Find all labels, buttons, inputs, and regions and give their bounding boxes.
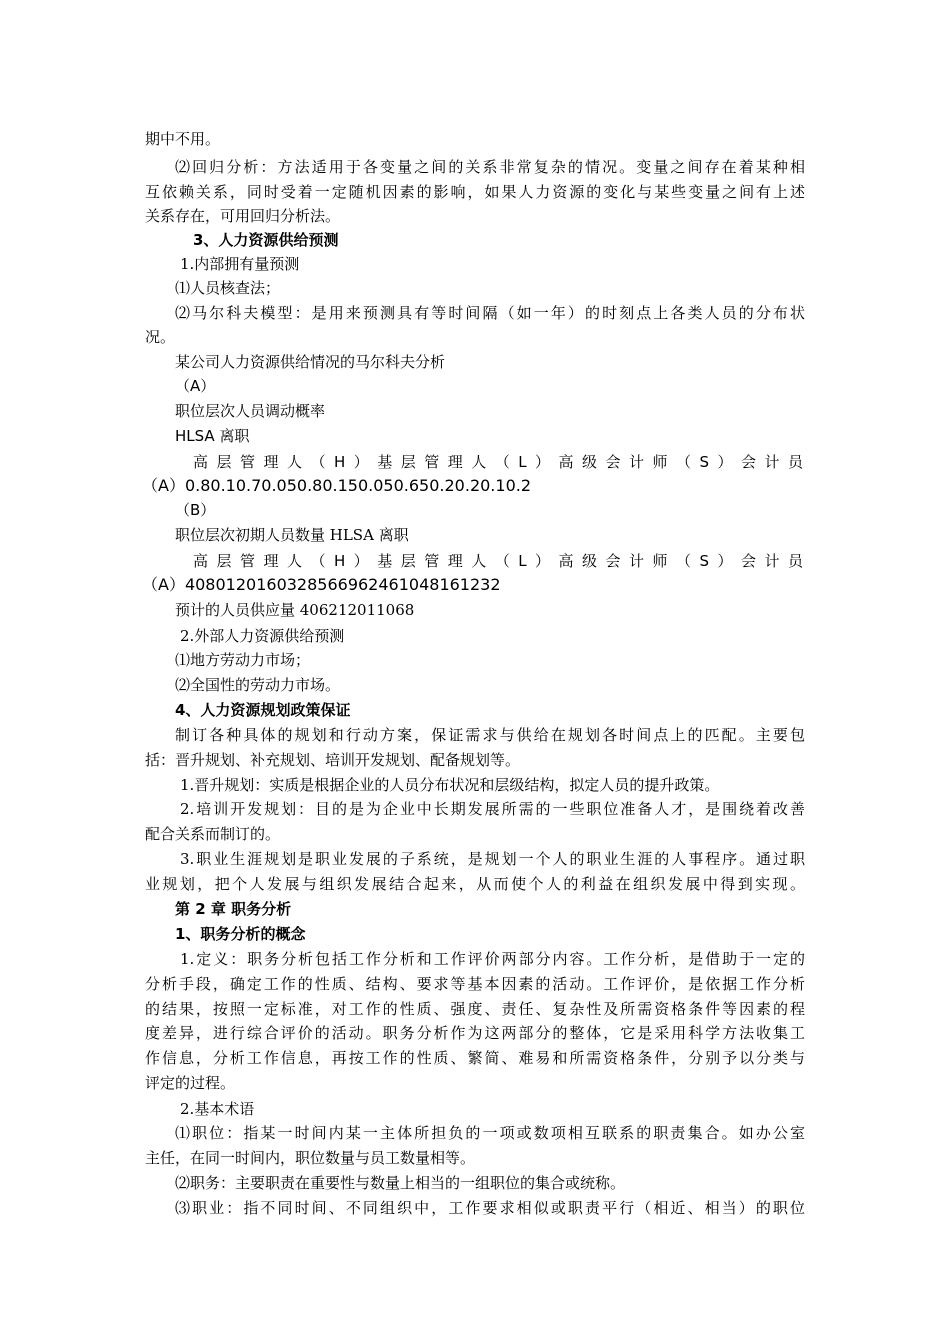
text-line: 括：晋升规划、补充规划、培训开发规划、配备规划等。: [145, 751, 521, 769]
text-line: HLSA 离职: [175, 427, 250, 445]
text-line: 高层管理人（H）基层管理人（L）高级会计师（S）会计员: [193, 453, 805, 471]
text-line: 某公司人力资源供给情况的马尔科夫分析: [175, 353, 446, 371]
text-line: 度差异，进行综合评价的活动。职务分析作为这两部分的整体，它是采用科学方法收集工: [145, 1024, 805, 1042]
text-line: （A）408012016032856696246104816123​2: [142, 575, 501, 594]
text-line: ⑴职位：指某一时间内某一主体所担负的一项或数项相互联系的职责集合。如办公室: [175, 1124, 805, 1142]
text-line: 制订各种具体的规划和行动方案，保证需求与供给在规划各时间点上的匹配。主要包: [175, 726, 805, 744]
text-line: 高层管理人（H）基层管理人（L）高级会计师（S）会计员: [193, 552, 805, 570]
section-heading: 1、职务分析的概念: [175, 925, 306, 943]
text-line: 2.培训开发规划：目的是为企业中长期发展所需的一些职位准备人才，是围绕着改善: [180, 800, 805, 818]
section-heading: 3、人力资源供给预测: [193, 231, 339, 249]
text-line: ⑵回归分析：方法适用于各变量之间的关系非常复杂的情况。变量之间存在着某种相: [175, 158, 805, 176]
text-line: （B）: [175, 501, 216, 519]
text-line: 分析手段，确定工作的性质、结构、要求等基本因素的活动。工作评价，是依据工作分析: [145, 975, 805, 993]
text-line: 预计的人员供应量 406212011068: [175, 601, 415, 619]
text-line: 配合关系而制订的。: [145, 825, 281, 843]
text-line: 职位层次人员调动概率: [175, 402, 326, 420]
text-line: 1.内部拥有量预测: [180, 255, 300, 273]
text-line: （A）0.80.10.70.050.80.150.050.650.20.20.10.2: [142, 476, 532, 495]
text-line: ⑵全国性的劳动力市场。: [175, 676, 341, 694]
text-line: ⑴人员核查法；: [175, 279, 281, 297]
text-line: 评定的过程。: [145, 1074, 236, 1092]
text-line: 2.外部人力资源供给预测: [180, 627, 345, 645]
text-line: 主任，在同一时间内，职位数量与员工数量相等。: [145, 1149, 476, 1167]
text-line: ⑶职业：指不同时间、不同组织中，工作要求相似或职责平行（相近、相当）的职位: [175, 1199, 805, 1217]
text-line: 况。: [145, 328, 176, 346]
text-line: 期中不用。: [145, 130, 221, 148]
text-line: 关系存在，可用回归分析法。: [145, 207, 341, 225]
text-line: ⑴地方劳动力市场；: [175, 651, 311, 669]
section-heading: 4、人力资源规划政策保证: [175, 701, 351, 719]
text-line: 作信息，分析工作信息，再按工作的性质、繁简、难易和所需资格条件，分别予以分类与: [145, 1049, 805, 1067]
text-line: 2.基本术语: [180, 1100, 255, 1118]
text-line: 1.晋升规划：实质是根据企业的人员分布状况和层级结构，拟定人员的提升政策。: [180, 776, 720, 794]
text-line: 3.职业生涯规划是职业发展的子系统，是规划一个人的职业生涯的人事程序。通过职: [180, 850, 805, 868]
text-line: ⑵职务：主要职责在重要性与数量上相当的一组职位的集合或统称。: [175, 1174, 626, 1192]
text-line: ⑵马尔科夫模型：是用来预测具有等时间隔（如一年）的时刻点上各类人员的分布状: [175, 304, 805, 322]
text-line: （A）: [175, 377, 216, 395]
text-line: 业规划，把个人发展与组织发展结合起来，从而使个人的利益在组织发展中得到实现。: [145, 875, 805, 893]
text-line: 互依赖关系，同时受着一定随机因素的影响，如果人力资源的变化与某些变量之间有上述: [145, 183, 805, 201]
text-line: 1.定义：职务分析包括工作分析和工作评价两部分内容。工作分析，是借助于一定的: [180, 950, 805, 968]
chapter-heading: 第 2 章 职务分析: [175, 900, 292, 918]
text-line: 职位层次初期人员数量 HLSA 离职: [175, 526, 409, 544]
text-line: 的结果，按照一定标准，对工作的性质、强度、责任、复杂性及所需资格条件等因素的程: [145, 1000, 805, 1018]
